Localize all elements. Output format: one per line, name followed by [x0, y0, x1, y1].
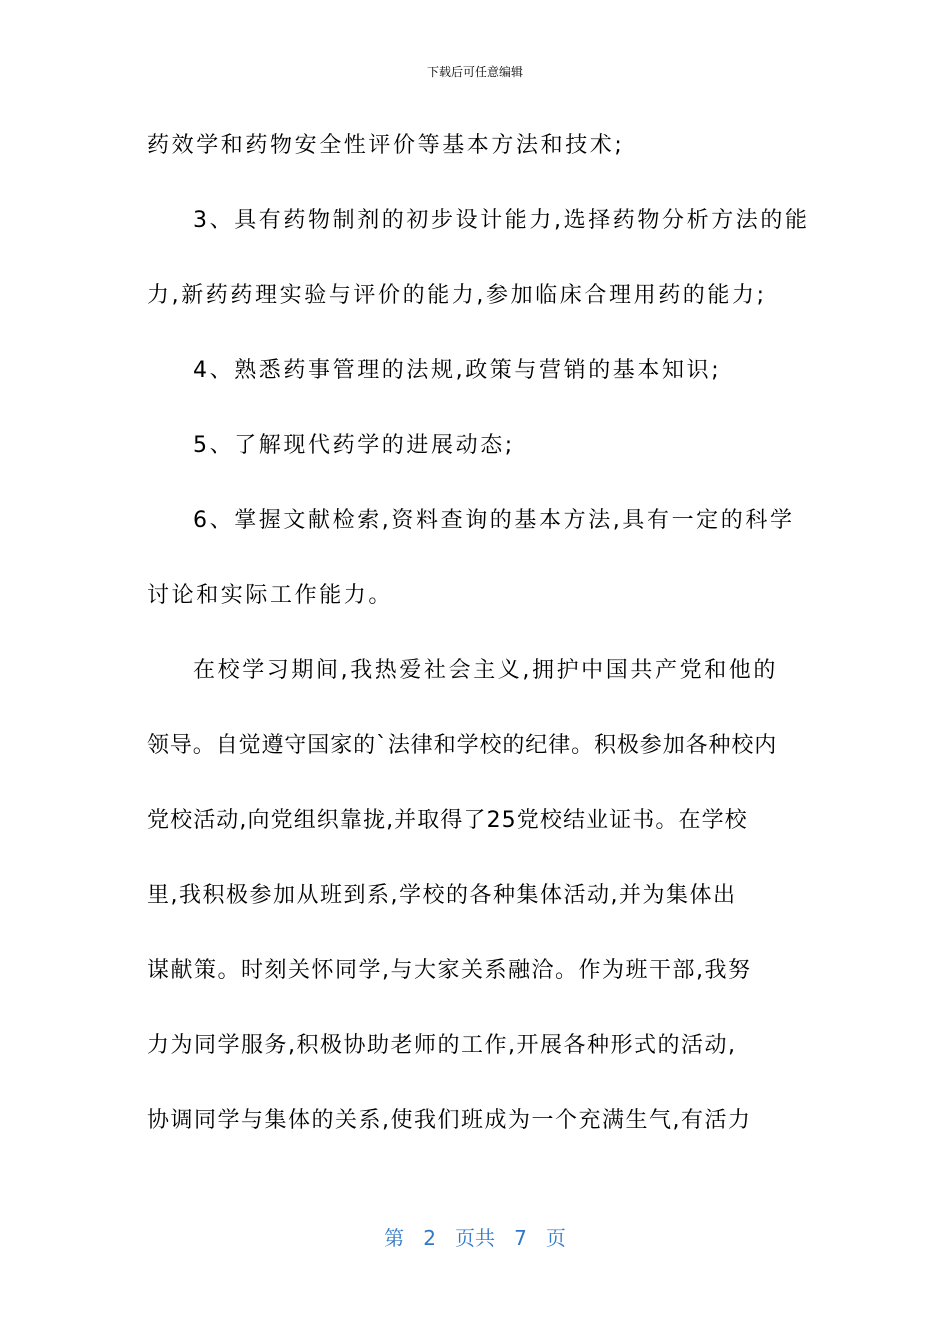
paragraph-line: 讨论和实际工作能力。	[147, 583, 394, 608]
paragraph-line: 4、熟悉药事管理的法规,政策与营销的基本知识;	[193, 358, 722, 383]
paragraph-line: 3、具有药物制剂的初步设计能力,选择药物分析方法的能	[193, 208, 810, 233]
paragraph-line: 力,新药药理实验与评价的能力,参加临床合理用药的能力;	[147, 283, 767, 308]
paragraph-line: 党校活动,向党组织靠拢,并取得了25党校结业证书。在学校	[147, 808, 748, 833]
footer-prefix: 第	[384, 1226, 405, 1250]
footer-total-pages: 7	[514, 1226, 527, 1250]
page-header: 下载后可任意编辑	[426, 65, 523, 79]
paragraph-line: 在校学习期间,我热爱社会主义,拥护中国共产党和他的	[193, 658, 778, 683]
footer-middle: 页共	[455, 1226, 495, 1250]
paragraph-line: 谋献策。时刻关怀同学,与大家关系融洽。作为班干部,我努	[147, 958, 752, 983]
footer-suffix: 页	[545, 1226, 566, 1250]
paragraph-line: 领导。自觉遵守国家的`法律和学校的纪律。积极参加各种校内	[147, 733, 778, 758]
paragraph-line: 里,我积极参加从班到系,学校的各种集体活动,并为集体出	[147, 883, 737, 908]
footer-current-page: 2	[423, 1226, 436, 1250]
paragraph-line: 药效学和药物安全性评价等基本方法和技术;	[147, 133, 625, 158]
paragraph-line: 5、了解现代药学的进展动态;	[193, 433, 515, 458]
paragraph-line: 6、掌握文献检索,资料查询的基本方法,具有一定的科学	[193, 508, 795, 533]
page-footer	[0, 1224, 950, 1252]
paragraph-line: 力为同学服务,积极协助老师的工作,开展各种形式的活动,	[147, 1033, 737, 1058]
paragraph-line: 协调同学与集体的关系,使我们班成为一个充满生气,有活力	[147, 1108, 752, 1133]
